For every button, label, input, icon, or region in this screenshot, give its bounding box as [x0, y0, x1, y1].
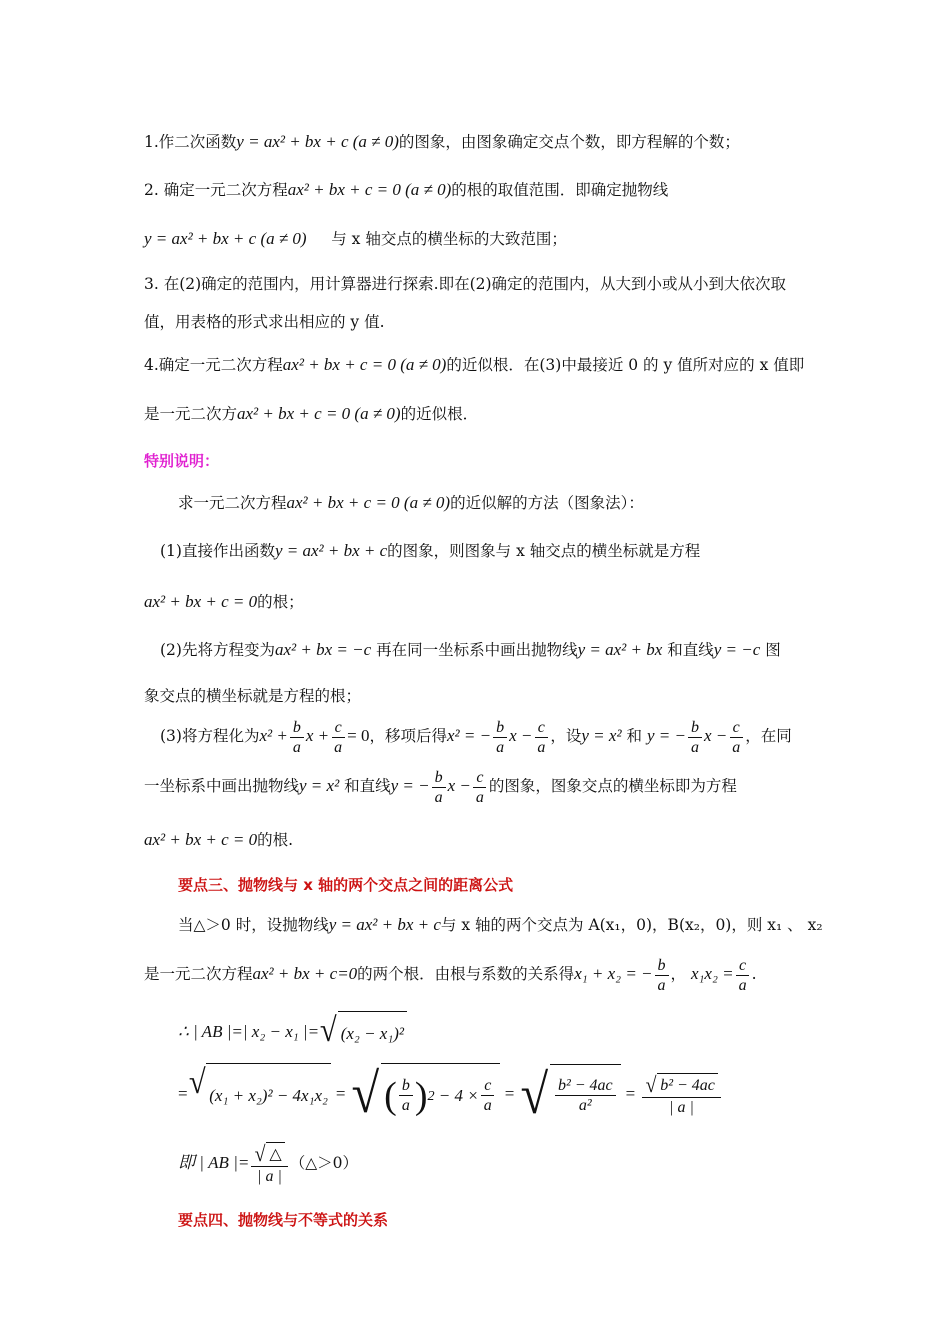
text: 的图象，由图象确定交点个数，即方程解的个数；: [398, 133, 740, 151]
method-2-cont: [144, 684, 361, 708]
text: 当△＞0 时，设抛物线: [178, 916, 329, 934]
step-4-cont: [144, 402, 478, 426]
text: 的两个根．由根与系数的关系得: [357, 965, 575, 983]
text: 再在同一坐标系中画出抛物线: [376, 641, 578, 659]
sqrt: √ (x₁ + x₂)² − 4x₁x₂: [188, 1063, 331, 1128]
formula: ax² + bx + c = 0 (a ≠ 0): [282, 355, 447, 374]
method-1: [160, 539, 700, 563]
formula: ax² + bx + c = 0: [144, 830, 258, 849]
text: 求一元二次方程: [178, 494, 287, 512]
text: 的图象，图象交点的横坐标即为方程: [488, 777, 737, 795]
special-intro: [178, 491, 644, 515]
text: (1)直接作出函数: [160, 542, 275, 560]
method-3-end: [144, 828, 293, 852]
text: ，设: [550, 727, 582, 745]
section-4-title: 要点四、抛物线与不等式的关系: [178, 1211, 389, 1229]
text: 1.作二次函数: [144, 133, 237, 151]
step-3-cont: [144, 310, 385, 334]
sqrt: √ (x₂ − x₁)²: [319, 1011, 407, 1056]
distance-formula-1: [178, 1010, 407, 1056]
fraction: $\frac{c}{a}$: [736, 956, 750, 995]
text: 象交点的横坐标就是方程的根；: [144, 687, 362, 705]
text: (2)先将方程变为: [160, 641, 275, 659]
method-3-cont: 一坐标系中画出抛物线y = x² 和直线y = − $\frac{b}{a}$ x − $\frac{c}{a}$ 的图象，图象交点的横坐标即为方程: [144, 768, 737, 806]
text: （△＞0）: [289, 1154, 359, 1172]
sqrt: √ $\frac{\text{b² − 4ac}}{\text{a²}}$: [519, 1064, 620, 1126]
text: 是一元二次方: [144, 405, 238, 423]
text: 的根；: [257, 593, 304, 611]
formula: y = ax² + bx + c: [328, 915, 441, 934]
text: 图: [765, 641, 781, 659]
text: 2. 确定一元二次方程: [144, 181, 288, 199]
fraction: $\frac{c}{a}$: [534, 718, 548, 757]
fraction: $\frac{c}{a}$: [729, 718, 743, 757]
formula: ax² + bx + c = 0 (a ≠ 0): [287, 180, 452, 199]
fraction: $\frac{b}{a}$: [655, 956, 669, 995]
formula: ax² + bx = −c: [274, 640, 372, 659]
section-3-p1: [178, 913, 823, 937]
formula: y = ax² + bx + c (a ≠ 0): [144, 229, 307, 248]
method-3: (3)将方程化为x² + $\frac{b}{a}$ x + $\frac{c}{a}$ = 0，移项后得x² = − $\frac{b}{a}$ x − $\frac{c}{a}$ ，设y = x² 和 y = − $\frac{b}{a}$ x − $\frac{c}{a}$ ，在同: [160, 718, 792, 756]
formula: y = −c: [713, 640, 761, 659]
text: 的根的取值范围．即确定抛物线: [451, 181, 669, 199]
formula: ax² + bx + c=0: [252, 964, 358, 983]
formula: y = ax² + bx + c: [274, 541, 388, 560]
text: 是一元二次方程: [144, 965, 253, 983]
fraction: √ b² − 4ac | a |: [642, 1073, 721, 1117]
step-2: [144, 178, 668, 202]
fraction: $\frac{b}{a}$: [432, 768, 446, 807]
text: 的根.: [257, 831, 294, 849]
formula: ax² + bx + c = 0 (a ≠ 0): [286, 493, 451, 512]
text: 和: [626, 727, 642, 745]
formula: ∴ | AB |=| x₂ − x₁ |=: [178, 1022, 320, 1041]
formula: x² +: [259, 726, 288, 745]
text: (3)将方程化为: [160, 727, 260, 745]
section-3-p2: 是一元二次方程ax² + bx + c=0的两个根．由根与系数的关系得x₁ + x₂ = − $\frac{b}{a}$ ， x₁x₂ = $\frac{c}{a}$ .: [144, 956, 757, 994]
distance-formula-3: [178, 1135, 358, 1191]
method-2: [160, 638, 781, 662]
section-3-title: 要点三、抛物线与 x 轴的两个交点之间的距离公式: [178, 876, 514, 894]
text: 和直线: [667, 641, 714, 659]
text: 一坐标系中画出抛物线: [144, 777, 300, 795]
text: 与 x 轴的两个交点为 A(x₁，0)，B(x₂，0)，则 x₁ 、 x₂: [440, 916, 823, 934]
text: 4.确定一元二次方程: [144, 356, 283, 374]
text: ，移项后得: [369, 727, 447, 745]
sqrt: √ ( $\frac{b}{a}$ ) 2 − 4 × $\frac{c}{a}$: [350, 1063, 499, 1128]
formula: y = ax² + bx: [577, 640, 663, 659]
text: 值，用表格的形式求出相应的 y 值.: [144, 313, 385, 331]
distance-formula-2: = √ (x₁ + x₂)² − 4x₁x₂ = √ ( $\frac{b}{a}$ ) 2 − 4 × $\frac{c}{a}$ = √ $\frac{\text{b² − 4ac}}{\text{a²}}$ = √ b² − 4ac | a |: [178, 1062, 723, 1128]
fraction: $\frac{c}{a}$: [331, 718, 345, 757]
special-note-title: 特别说明：: [144, 452, 220, 470]
text: 3. 在(2)确定的范围内，用计算器进行探索.即在(2)确定的范围内，从大到小或从小到大依次取: [144, 275, 787, 293]
step-1: [144, 130, 740, 154]
fraction: $\frac{b}{a}$: [493, 718, 507, 757]
method-1-cont: [144, 590, 304, 614]
text: 与 x 轴交点的横坐标的大致范围；: [331, 230, 567, 248]
text: 和直线: [344, 777, 391, 795]
text: =: [178, 1084, 188, 1103]
text: 的近似根．在(3)中最接近 0 的 y 值所对应的 x 值即: [446, 356, 805, 374]
fraction: $\frac{b}{a}$: [290, 718, 304, 757]
fraction: $\frac{c}{a}$: [473, 768, 487, 807]
step-3: [144, 272, 786, 296]
text: 的近似根．: [400, 405, 479, 423]
formula: 即 | AB |=: [178, 1153, 250, 1172]
step-4: [144, 353, 804, 377]
text: ，在同: [745, 727, 792, 745]
text: 的近似解的方法（图象法）：: [450, 494, 644, 512]
fraction: $\frac{b}{a}$: [688, 718, 702, 757]
text: 的图象，则图象与 x 轴交点的横坐标就是方程: [387, 542, 701, 560]
step-2-cont: [144, 227, 567, 251]
formula: ax² + bx + c = 0 (a ≠ 0): [237, 404, 401, 423]
formula: y = ax² + bx + c (a ≠ 0): [236, 132, 399, 151]
fraction: √ △ | a |: [251, 1142, 287, 1186]
formula: ax² + bx + c = 0: [144, 592, 258, 611]
